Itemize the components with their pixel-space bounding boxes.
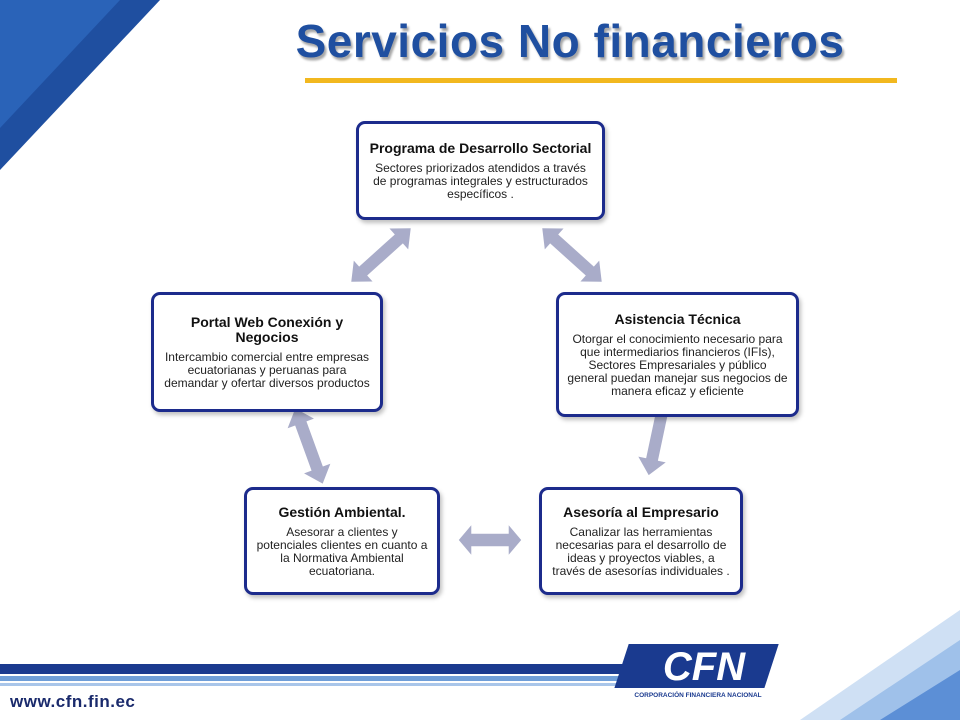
box-title: Asistencia Técnica: [614, 310, 741, 327]
box-portal-web: [151, 292, 383, 412]
box-description: Otorgar el conocimiento necesario para que intermediarios financieros (IFIs), Sectores Empresariales y público general puedan manejar sus negocios de manera eficaz y eficiente: [567, 331, 788, 398]
box-asistencia-tecnica: [556, 292, 799, 417]
logo-text: CFN: [662, 645, 746, 689]
arrow-asesoria-gestion: [459, 525, 521, 554]
box-description: Asesorar a clientes y potenciales clientes en cuanto a la Normativa Ambiental ecuatoriana.: [256, 524, 428, 578]
arrow-programa-asistencia: [533, 218, 611, 292]
box-description: Sectores priorizados atendidos a través de programas integrales y estructurados específicos .: [373, 160, 588, 201]
arrow-gestion-portal: [282, 404, 336, 489]
cfn-logo: [612, 640, 792, 700]
box-title: Asesoría al Empresario: [563, 503, 719, 520]
box-title: Programa de Desarrollo Sectorial: [369, 139, 592, 156]
box-title: Portal Web Conexión y Negocios: [190, 313, 344, 345]
website-url[interactable]: www.cfn.fin.ec: [10, 692, 136, 711]
box-programa-desarrollo-sectorial: [356, 121, 605, 220]
box-description: Intercambio comercial entre empresas ecuatorianas y peruanas para demandar y ofertar diversos productos: [164, 349, 370, 390]
box-gestion-ambiental: [244, 487, 440, 595]
box-title: Gestión Ambiental.: [278, 503, 406, 520]
box-description: Canalizar las herramientas necesarias para el desarrollo de ideas y proyectos viables, a través de asesorías individuales .: [552, 524, 730, 578]
page-title: Servicios No financieros: [295, 15, 845, 67]
logo-subtitle: CORPORACIÓN FINANCIERA NACIONAL: [634, 692, 762, 699]
box-asesoria-empresario: [539, 487, 743, 595]
arrow-programa-portal: [342, 218, 420, 292]
